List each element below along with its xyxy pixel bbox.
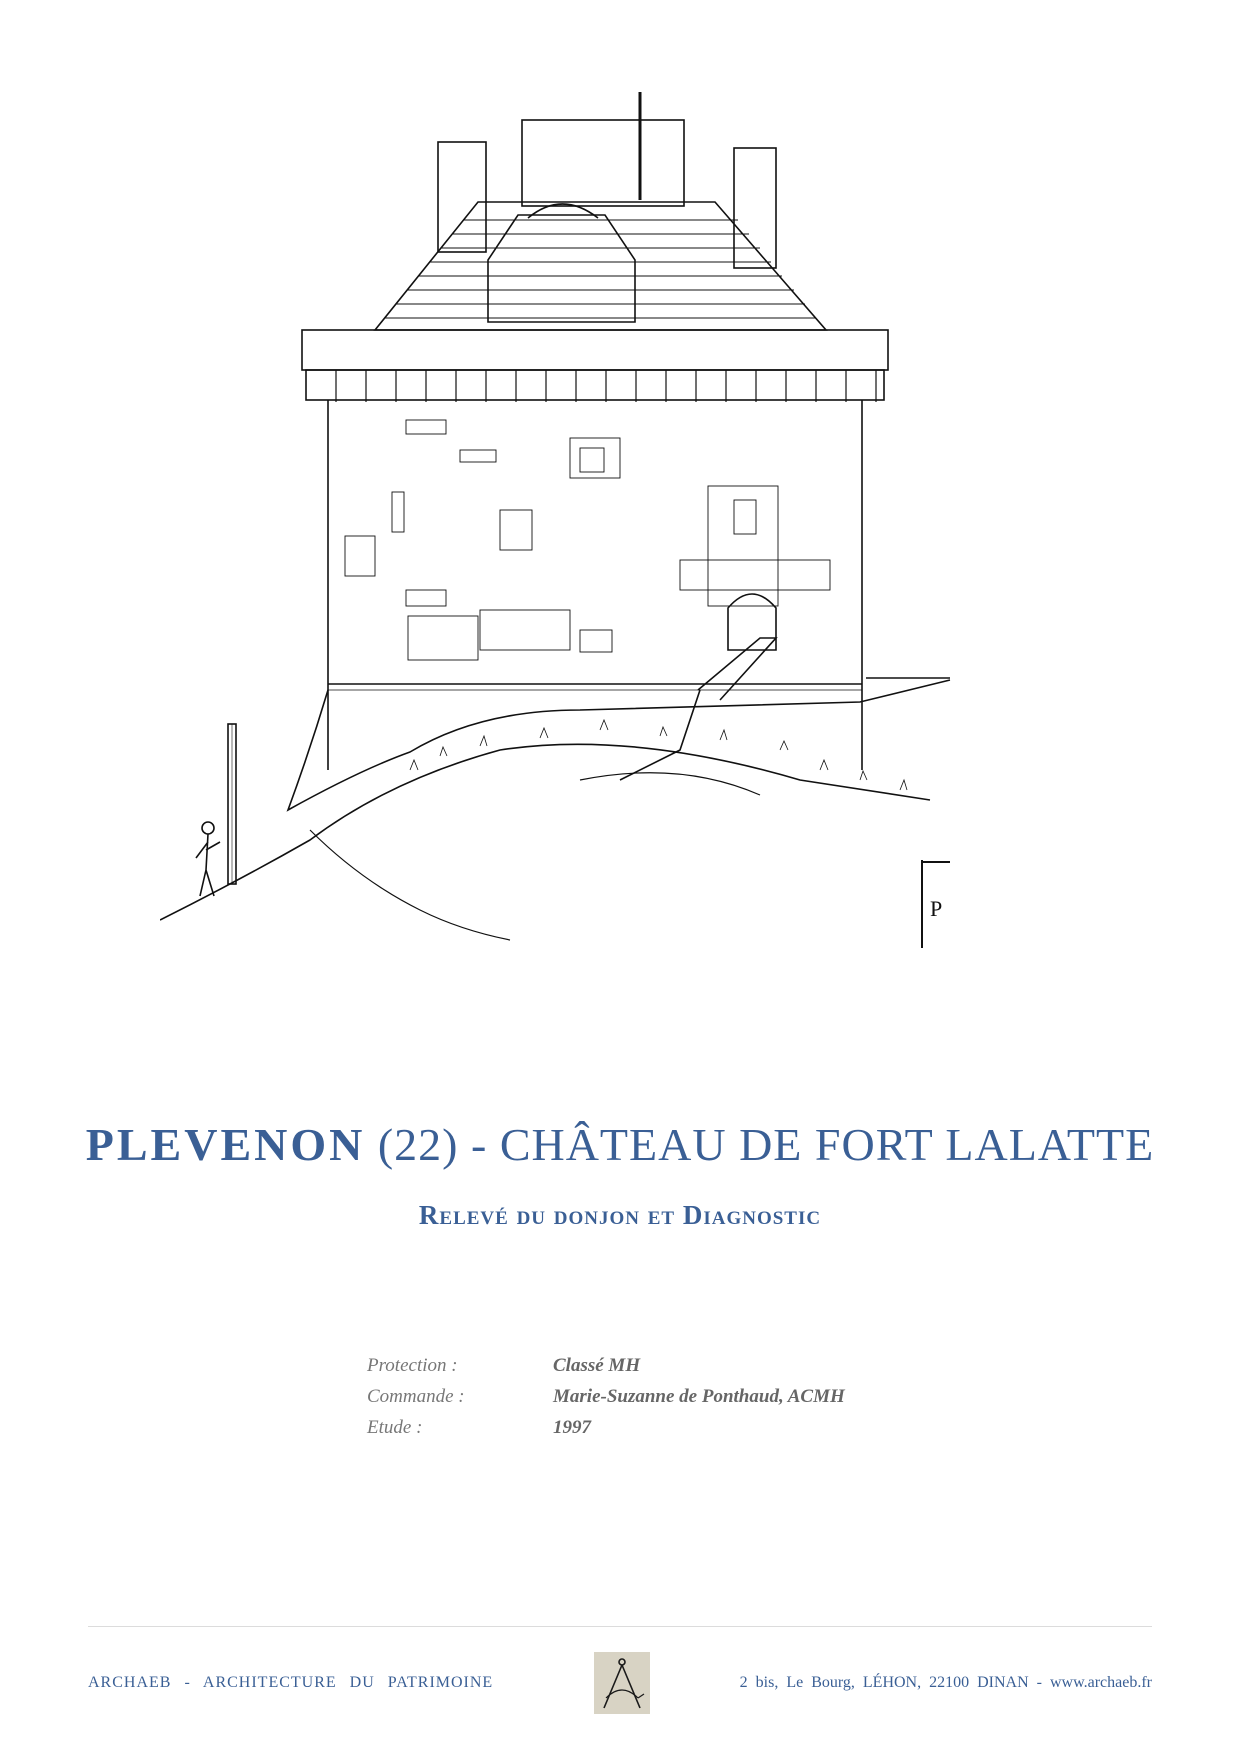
footer: [88, 1648, 1152, 1718]
compass-logo-icon: [594, 1652, 650, 1714]
info-value: 1997: [553, 1416, 591, 1438]
svg-text:P: P: [930, 896, 943, 921]
info-label: Commande :: [367, 1385, 465, 1407]
info-value: Classé MH: [553, 1354, 641, 1376]
info-row-protection: [367, 1350, 987, 1381]
info-value: Marie-Suzanne de Ponthaud, ACMH: [553, 1385, 845, 1407]
info-row-commande: [367, 1381, 987, 1412]
title-rest: (22) - CHÂTEAU DE FORT LALATTE: [377, 1119, 1155, 1170]
document-title: [0, 1118, 1240, 1171]
footer-company: ARCHAEB - ARCHITECTURE DU PATRIMOINE: [88, 1674, 494, 1691]
info-label: Etude :: [367, 1416, 423, 1438]
document-subtitle: Relevé du donjon et Diagnostic: [418, 1200, 822, 1230]
footer-divider: [88, 1626, 1152, 1627]
footer-address: 2 bis, Le Bourg, LÉHON, 22100 DINAN - www.archaeb.fr: [739, 1674, 1152, 1691]
info-row-etude: [367, 1412, 987, 1443]
castle-tower-illustration: [160, 90, 1080, 1070]
info-label: Protection :: [367, 1354, 458, 1376]
title-place: PLEVENON: [85, 1119, 366, 1170]
info-block: [367, 1350, 987, 1443]
